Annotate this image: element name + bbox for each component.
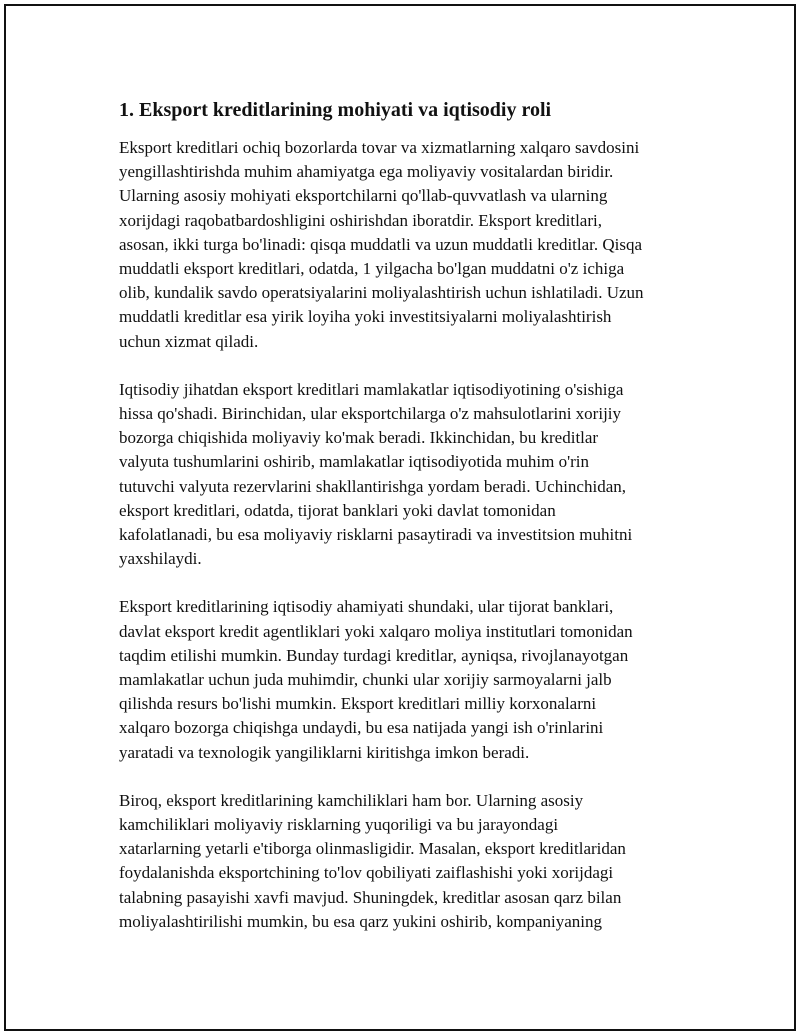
- text-line: xorijdagi raqobatbardoshligini oshirishdan iboratdir. Eksport kreditlari,: [119, 210, 602, 230]
- text-line: Biroq, eksport kreditlarining kamchiliklari ham bor. Ularning asosiy: [119, 790, 584, 810]
- text-line: foydalanishda eksportchining to'lov qobiliyati zaiflashishi yoki xorijdagi: [119, 863, 614, 883]
- text-line: kamchiliklari moliyaviy risklarning yuqoriligi va bu jarayondagi: [119, 815, 559, 835]
- text-line: valyuta tushumlarini oshirib, mamlakatlar iqtisodiyotida muhim o'rin: [119, 452, 590, 472]
- text-line: davlat eksport kredit agentliklari yoki xalqaro moliya institutlari tomonidan: [119, 621, 633, 641]
- document-content: [119, 96, 699, 958]
- paragraph-4: [119, 789, 699, 934]
- text-line: uchun xizmat qiladi.: [119, 331, 259, 351]
- text-line: muddatli eksport kreditlari, odatda, 1 yilgacha bo'lgan muddatni o'z ichiga: [119, 259, 625, 279]
- text-line: hissa qo'shadi. Birinchidan, ular eksportchilarga o'z mahsulotlarini xorijiy: [119, 404, 622, 424]
- section-heading: 1. Eksport kreditlarining mohiyati va iqtisodiy roli: [119, 99, 552, 121]
- text-line: moliyalashtirilishi mumkin, bu esa qarz yukini oshirib, kompaniyaning: [119, 911, 603, 931]
- text-line: tutuvchi valyuta rezervlarini shakllantirishga yordam beradi. Uchinchidan,: [119, 476, 626, 496]
- text-line: Iqtisodiy jihatdan eksport kreditlari mamlakatlar iqtisodiyotining o'sishiga: [119, 379, 624, 399]
- text-line: bozorga chiqishida moliyaviy ko'mak beradi. Ikkinchidan, bu kreditlar: [119, 428, 599, 448]
- text-line: talabning pasayishi xavfi mavjud. Shuningdek, kreditlar asosan qarz bilan: [119, 887, 622, 907]
- text-line: yaxshilaydi.: [119, 549, 202, 569]
- text-line: olib, kundalik savdo operatsiyalarini moliyalashtirish uchun ishlatiladi. Uzun: [119, 283, 644, 303]
- text-line: asosan, ikki turga bo'linadi: qisqa muddatli va uzun muddatli kreditlar. Qisqa: [119, 234, 643, 254]
- text-line: kafolatlanadi, bu esa moliyaviy risklarni pasaytiradi va investitsion muhitni: [119, 525, 633, 545]
- paragraph-3: [119, 595, 699, 764]
- text-line: eksport kreditlari, odatda, tijorat banklari yoki davlat tomonidan: [119, 500, 556, 520]
- text-line: Eksport kreditlari ochiq bozorlarda tovar va xizmatlarning xalqaro savdosini: [119, 138, 640, 157]
- paragraph-2: [119, 378, 699, 572]
- text-line: xatarlarning yetarli e'tiborga olinmasligidir. Masalan, eksport kreditlaridan: [119, 839, 626, 859]
- text-line: mamlakatlar uchun juda muhimdir, chunki ular xorijiy sarmoyalarni jalb: [119, 670, 612, 690]
- text-line: xalqaro bozorga chiqishga undaydi, bu esa natijada yangi ish o'rinlarini: [119, 718, 604, 738]
- text-line: taqdim etilishi mumkin. Bunday turdagi kreditlar, ayniqsa, rivojlanayotgan: [119, 645, 629, 665]
- document-page: [4, 4, 796, 1031]
- text-line: yengillashtirishda muhim ahamiyatga ega moliyaviy vositalardan biridir.: [119, 162, 614, 182]
- text-line: Ularning asosiy mohiyati eksportchilarni qo'llab-quvvatlash va ularning: [119, 186, 608, 206]
- text-line: muddatli kreditlar esa yirik loyiha yoki investitsiyalarni moliyalashtirish: [119, 307, 612, 327]
- text-line: Eksport kreditlarining iqtisodiy ahamiyati shundaki, ular tijorat banklari,: [119, 597, 614, 617]
- text-line: qilishda resurs bo'lishi mumkin. Eksport kreditlari milliy korxonalarni: [119, 694, 597, 714]
- text-line: yaratadi va texnologik yangiliklarni kiritishga imkon beradi.: [119, 742, 530, 762]
- paragraph-1: [119, 136, 699, 354]
